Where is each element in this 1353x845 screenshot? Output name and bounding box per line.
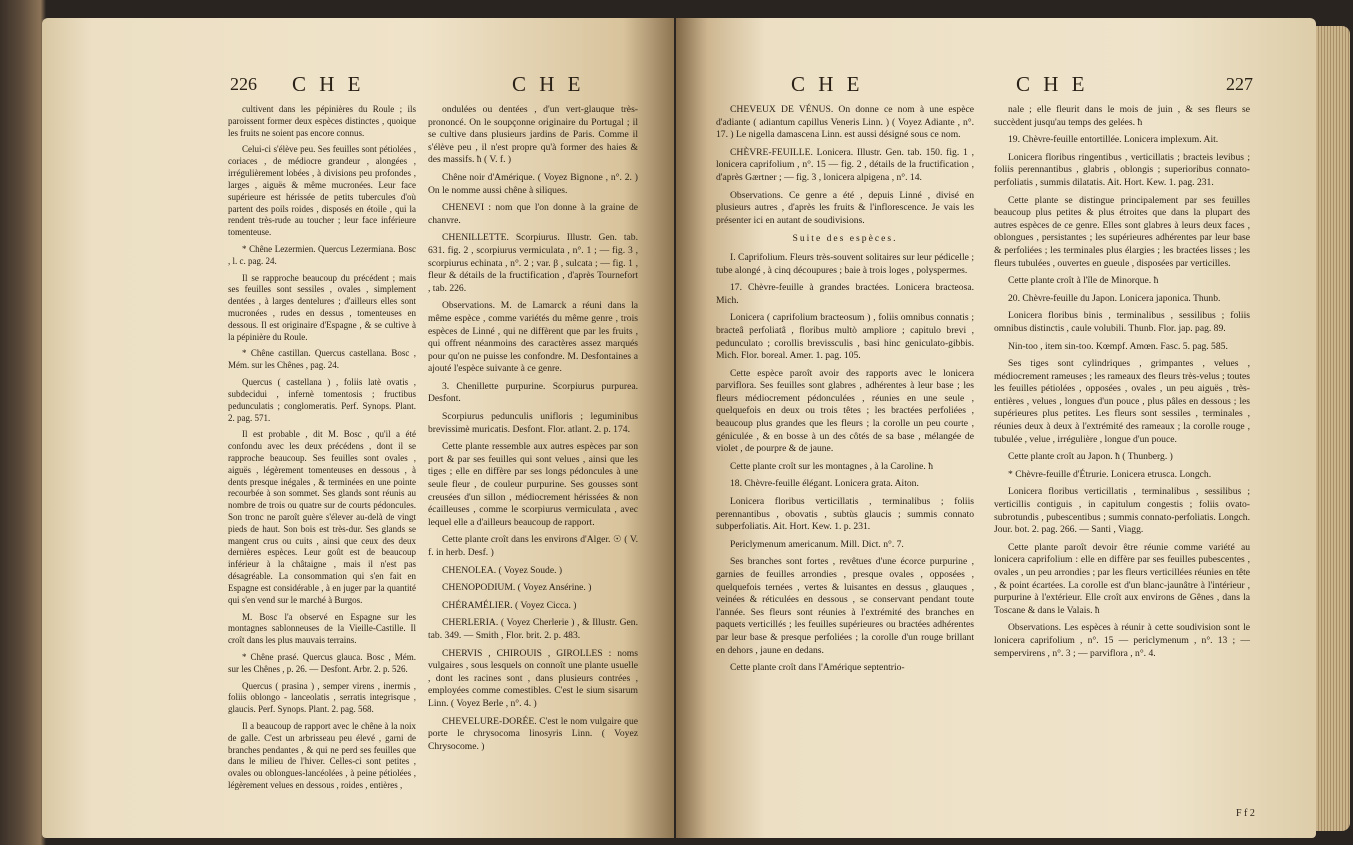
paragraph: Cette espèce paroît avoir des rapports avec le lonicera parviflora. Ses feuilles sont glabres , adhérentes à leur base ; les fleurs médiocrement pédonculées , réunies en une seule , quelquefois en deux ou trois têtes ; les bractées perfoliées , beaucoup plus grandes que les fleurs ; la corolle un peu courte , géniculée , & en bosse à un des côtés de sa base , mélangée de violet , de pourpre & de jaune.: [716, 367, 974, 455]
paragraph: M. Bosc l'a observé en Espagne sur les montagnes sablonneuses de la Vieille-Castille. Il croît dans les plus mauvais terrains.: [228, 611, 416, 646]
paragraph: Observations. M. de Lamarck a réuni dans la même espèce , comme variétés du même genre , trois espèces de Linné , qui ne diffèrent que par les fruits , qui offrent néanmoins des caractères assez marqués pour qu'on ne puisse les confondre. M. Desfontaines a ajouté l'espèce suivante à ce genre.: [428, 300, 638, 375]
running-head-left-1: C H E: [292, 72, 365, 96]
paragraph: Cette plante se distingue principalement par ses feuilles beaucoup plus petites & plus étroites que dans la plupart des autres espèces de ce genre. Elles sont glabres à leurs deux faces , oblongues , persistantes ; les supérieures adhérentes par leur base & perfoliées ; les terminales plus élargies ; les bractées lisses ; les fleurs tubulées , ouvertes en gueule , disposées par verticilles.: [994, 194, 1250, 269]
paragraph: * Chèvre-feuille d'Étrurie. Lonicera etrusca. Longch.: [1008, 468, 1212, 480]
paragraph: 3. Chenillette purpurine. Scorpiurus purpurea. Desfont.: [428, 380, 638, 405]
paragraph: cultivent dans les pépinières du Roule ; ils paroissent former deux espèces distinctes , quoique les fruits ne soient pas encore connus.: [228, 104, 416, 138]
paragraph: I. Caprifolium. Fleurs très-souvent solitaires sur leur pédicelle ; tube alongé , à cinq découpures ; baie à trois loges , polyspermes.: [716, 251, 974, 276]
paragraph: CHERVIS , CHIROUIS , GIROLLES : noms vulgaires , sous lesquels on connoît une plante usuelle , dont les racines sont , dans plusieurs contrées , employées comme comestibles. C'est le sium sisarum Linn. ( Voyez Berle , n°. 4. ): [428, 647, 638, 709]
running-head-right-1: C H E: [791, 72, 864, 96]
page-edges: [1316, 26, 1350, 831]
paragraph: Il est probable , dit M. Bosc , qu'il a été confondu avec les deux précédens , dont il se rapproche beaucoup. Ses feuilles sont ovales , aiguës , légèrement tomenteuses en dessous , à dents presque inégales , & terminées en une pointe recourbée à son sommet. Ses glands sont réunis au nombre de trois ou quatre sur de courts pédoncules. Son tronc ne paroît guère s'élever au-delà de vingt pieds de haut. Son bois est très-dur. Ses glands se mangent crus ou cuits , ainsi que ceux des deux dernières espèces. Leur goût est de beaucoup inférieur à la châtaigne , mais il n'est pas désagréable. La consommation qui s'en fait en Espagne est considérable , à en juger par la quantité qui s'en vend sur le marché à Burgos.: [228, 429, 416, 605]
paragraph: CHEVEUX DE VÉNUS. On donne ce nom à une espèce d'adiante ( adiantum capillus Veneris Linn. ) ( Voyez Adiante , n°. 17. ) Le nigella damascena Linn. est aussi désigné sous ce nom.: [716, 104, 974, 141]
paragraph: CHENOLEA. ( Voyez Soude. ): [442, 564, 563, 576]
right-page: [676, 18, 1316, 838]
paragraph: Scorpiurus pedunculis unifloris ; leguminibus brevissimè muricatis. Desfont. Flor. atlant. 2. p. 174.: [428, 411, 638, 435]
paragraph: 19. Chèvre-feuille entortillée. Lonicera implexum. Ait.: [1008, 134, 1219, 146]
signature-mark: F f 2: [1236, 808, 1255, 819]
paragraph: Cette plante croît dans les environs d'Alger. ☉ ( V. f. in herb. Desf. ): [428, 534, 638, 558]
paragraph: nale ; elle fleurit dans le mois de juin , & ses fleurs se succèdent jusqu'au temps des gelées. ħ: [994, 104, 1250, 128]
paragraph: Observations. Les espèces à réunir à cette soudivision sont le lonicera caprifolium , n°. 15 — periclymenum , n°. 13 ; — sempervirens , n°. 3 ; — parviflora , n°. 4.: [994, 622, 1250, 659]
paragraph: Periclymenum americanum. Mill. Dict. n°. 7.: [730, 538, 904, 550]
paragraph: Observations. Ce genre a été , depuis Linné , divisé en plusieurs autres , d'après les fruits & l'inflorescence. Je vais les présenter ici en autant de soudivisions.: [716, 189, 974, 226]
paragraph: Celui-ci s'élève peu. Ses feuilles sont pétiolées , coriaces , de médiocre grandeur , alongées , irrégulièrement lobées , à divisions peu profondes , larges , aiguës & même mucronées. Leur face supérieure est hérissée de petits tubercules d'où partent des poils roides , disposés en étoile , qui la rendent très-rude au toucher ; leur face inférieure tomenteuse.: [228, 144, 416, 238]
right-page-column-1: [716, 104, 974, 680]
paragraph: Lonicera ( caprifolium bracteosum ) , foliis omnibus connatis ; bracteâ perfoliatâ , floribus multò ampliore ; capitulo brevi , pedunculato ; corollis brevissculis , basi hinc geniculato-gibbis. Mich. Flor. boreal. Amer. 1. pag. 105.: [716, 312, 974, 362]
paragraph: 18. Chèvre-feuille élégant. Lonicera grata. Aiton.: [730, 478, 919, 490]
paragraph: CHENEVI : nom que l'on donne à la graine de chanvre.: [428, 202, 638, 226]
paragraph: CHEVELURE-DORÉE. C'est le nom vulgaire que porte le chrysocoma linosyris Linn. ( Voyez Chrysocome. ): [428, 715, 638, 752]
paragraph: * Chêne Lezermien. Quercus Lezermiana. Bosc , l. c. pag. 24.: [228, 243, 416, 266]
page-number-left: 226: [230, 74, 257, 94]
running-head-right-2: C H E: [1016, 72, 1089, 96]
paragraph: 17. Chèvre-feuille à grandes bractées. Lonicera bracteosa. Mich.: [716, 282, 974, 306]
paragraph: Cette plante croît au Japon. ħ ( Thunberg. ): [1008, 451, 1173, 463]
paragraph: Quercus ( castellana ) , foliis latè ovatis , subdecidui , infernè tomentosis ; fructibus pedunculatis ; conglomeratis. Perf. Synops. Plant. 2. pag. 571.: [228, 377, 416, 423]
paragraph: Suite des espèces.: [792, 233, 898, 245]
paragraph: Cette plante ressemble aux autres espèces par son port & par ses feuilles qui sont velues , ainsi que les tiges ; elle en diffère par ses longs pédoncules à une seule fleur , de couleur purpurine. Ses gousses sont creusées d'un sillon , médiocrement hérissées & non écailleuses , comme le scorpiurus vermiculata , avec lequel elle a d'ailleurs beaucoup de rapport.: [428, 441, 638, 528]
paragraph: Lonicera floribus binis , terminalibus , sessilibus ; foliis omnibus distinctis , caule volubili. Thunb. Flor. jap. pag. 89.: [994, 310, 1250, 334]
paragraph: CHÉRAMÉLIER. ( Voyez Cicca. ): [442, 599, 577, 611]
paragraph: ondulées ou dentées , d'un vert-glauque très-prononcé. On le soupçonne originaire du Portugal ; il se cultive dans plusieurs jardins de Paris. Comme il s'élève peu , il n'est propre qu'à former des haies & des massifs. ħ ( V. f. ): [428, 104, 638, 166]
running-head-left-2: C H E: [512, 72, 585, 96]
paragraph: Chêne noir d'Amérique. ( Voyez Bignone , n°. 2. ) On le nomme aussi chêne à siliques.: [428, 171, 638, 196]
paragraph: CHENOPODIUM. ( Voyez Ansérine. ): [442, 582, 592, 594]
paragraph: Cette plante croît sur les montagnes , à la Caroline. ħ: [730, 460, 934, 472]
left-page-column-2: [428, 104, 638, 758]
paragraph: Il se rapproche beaucoup du précédent ; mais ses feuilles sont sessiles , ovales , simplement dentées , à larges dentelures ; d'ailleurs elles sont mucronées , rudes en dessus , tomenteuses en dessous. Il est originaire d'Espagne , & se cultive à la pépinière du Roule.: [228, 272, 416, 342]
left-page: [42, 18, 674, 838]
paragraph: CHÈVRE-FEUILLE. Lonicera. Illustr. Gen. tab. 150. fig. 1 , lonicera caprifolium , n°. 15 — fig. 2 , détails de la fructification , d'après Gærtner ; — fig. 3 , lonicera alpigena , n°. 14.: [716, 146, 974, 183]
paragraph: CHERLERIA. ( Voyez Cherlerie ) , & Illustr. Gen. tab. 349. — Smith , Flor. brit. 2. p. 483.: [428, 617, 638, 641]
left-page-column-1: [228, 104, 416, 797]
right-page-column-2: [994, 104, 1250, 665]
paragraph: Ses branches sont fortes , revêtues d'une écorce purpurine , garnies de feuilles arrondies , presque ovales , opposées , quelquefois ternées , vertes & luisantes en dessus , glauques , veinées & réticulées en dessous , se conservant pendant toute l'année. Ses fleurs sont réunies à l'extrémité des branches en paquets verticillés ; les feuilles supérieures ou bractées adhérentes par leur base & presque perfoliées ; la corolle d'un rouge brillant en dehors , jaune en dedans.: [716, 556, 974, 656]
paragraph: * Chêne prasé. Quercus glauca. Bosc , Mém. sur les Chênes , p. 26. — Desfont. Arbr. 2. p. 526.: [228, 651, 416, 674]
paragraph: Cette plante croît dans l'Amérique septentrio-: [730, 662, 905, 674]
page-number-right: 227: [1226, 74, 1253, 94]
paragraph: * Chêne castillan. Quercus castellana. Bosc , Mém. sur les Chênes , pag. 24.: [228, 348, 416, 371]
paragraph: Cette plante croît à l'île de Minorque. ħ: [1008, 275, 1159, 287]
paragraph: Ses tiges sont cylindriques , grimpantes , velues , médiocrement rameuses ; les rameaux des fleurs très-velus ; toutes les feuilles pétiolées , opposées , ovales , un peu aiguës , très-entières , velues , longues d'un pouce , plus pâles en dessous ; les supérieures plus petites. Les fleurs sont sessiles , terminales , réunies deux à deux à l'extrémité des rameaux ; la corolle rouge , tubulée , velue , irrégulière , longue d'un pouce.: [994, 358, 1251, 445]
paragraph: Nin-too , item sin-too. Kœmpf. Amœn. Fasc. 5. pag. 585.: [1008, 340, 1228, 352]
paragraph: Lonicera floribus verticillatis , terminalibus , sessilibus ; verticillis contiguis , in capitulum congestis ; foliis ovato-subrotundis , pubescentibus ; summis connato-perfoliatis. Longch. Jour. bot. 2. pag. 266. — Santi , Viagg.: [994, 486, 1250, 536]
paragraph: CHENILLETTE. Scorpiurus. Illustr. Gen. tab. 631. fig. 2 , scorpiurus vermiculata , n°. 1 ; — fig. 3 , scorpiurus echinata , n°. 2 ; var. β , sulcata ; — fig. 1 , fleur & détails de la fructification , d'après Tournefort , tab. 226.: [428, 232, 638, 294]
paragraph: Cette plante paroît devoir être réunie comme variété au lonicera caprifolium : elle en diffère par ses feuilles pubescentes , ovales , un peu arrondies ; par les fleurs verticillées réunies en tête , & point écartées. La corolle est d'un blanc-jaunâtre à l'intérieur , purpurine à l'extérieur. Elle croît aux environs de Gênes , dans la Toscane & dans le Valais. ħ: [994, 541, 1250, 616]
paragraph: 20. Chèvre-feuille du Japon. Lonicera japonica. Thunb.: [1008, 292, 1221, 304]
paragraph: Quercus ( prasina ) , semper virens , inermis , foliis oblongo - lanceolatis , serratis integrisque , glaucis. Perf. Synops. Plant. 2. pag. 568.: [228, 680, 416, 715]
paragraph: Lonicera floribus verticillatis , terminalibus ; foliis perennantibus , obovatis , subtùs glaucis ; summis connato subperfoliatis. Ait. Hort. Kew. 1. p. 231.: [716, 496, 974, 533]
paragraph: Il a beaucoup de rapport avec le chêne à la noix de galle. C'est un arbrisseau peu élevé , garni de branches pendantes , & qui ne perd ses feuilles que dans le milieu de l'hiver. Celles-ci sont petites , ovales ou oblongues-lancéolées , à peine pétiolées , légèrement velues en dessous , roides , entières ,: [228, 721, 416, 791]
paragraph: Lonicera floribus ringentibus , verticillatis ; bracteis levibus ; foliis perennantibus , glabris , oblongis ; superioribus connato-perfoliatis , summis dilatatis. Ait. Hort. Kew. 1. pag. 231.: [994, 151, 1250, 188]
